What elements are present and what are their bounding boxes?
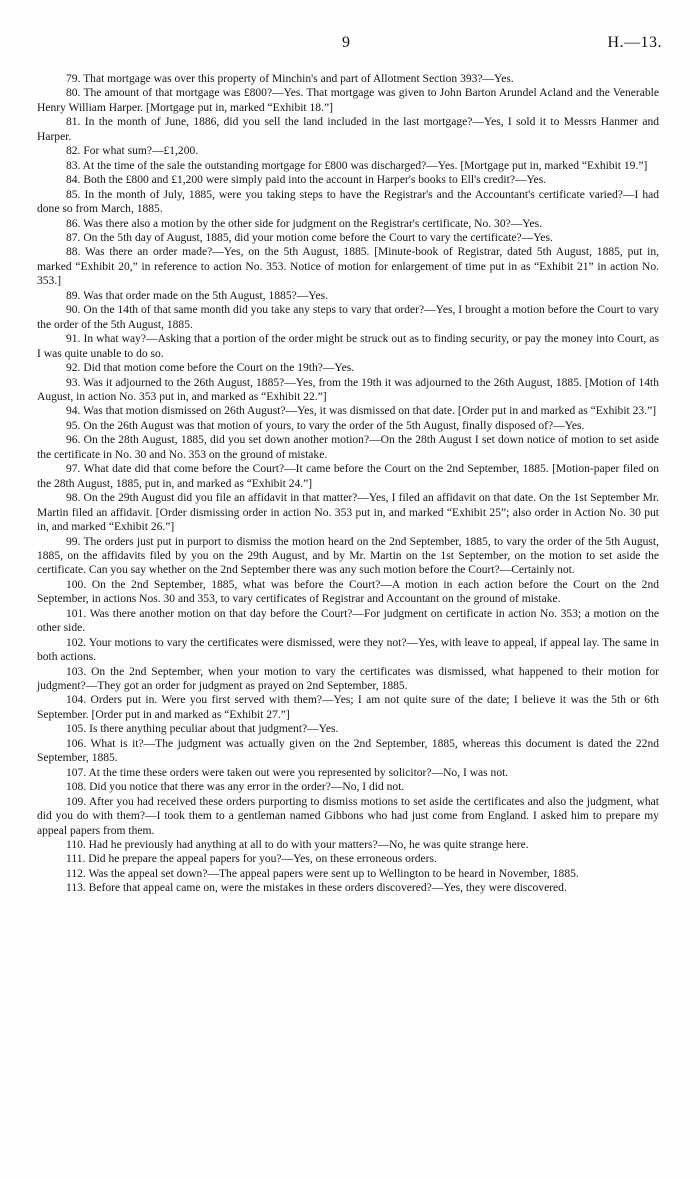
question-paragraph: 105. Is there anything peculiar about that judgment?—Yes. — [66, 723, 339, 736]
question-paragraph: 113. Before that appeal came on, were the mistakes in these orders discovered?—Yes, they were discovered. — [66, 882, 567, 895]
question-paragraph: 89. Was that order made on the 5th August, 1885?—Yes. — [66, 289, 328, 302]
question-paragraph: 111. Did he prepare the appeal papers for you?—Yes, on these erroneous orders. — [66, 853, 437, 866]
question-paragraph: 103. On the 2nd September, when your motion to vary the certificates was dismissed, what happened to their motion for judgment?—They got an order for judgment as prayed on 2nd September, 1885. — [37, 665, 659, 693]
question-paragraph: 87. On the 5th day of August, 1885, did your motion come before the Court to vary the certificate?—Yes. — [66, 231, 553, 244]
question-paragraph: 100. On the 2nd September, 1885, what was before the Court?—A motion in each action before the Court on the 2nd September, in actions Nos. 30 and 353, to vary certificates of Registrar and Accountant on the ground of mistake. — [37, 578, 659, 606]
question-paragraph: 81. In the month of June, 1886, did you sell the land included in the last mortgage?—Yes, I sold it to Messrs Hanmer and Harper. — [37, 116, 659, 143]
question-paragraph: 85. In the month of July, 1885, were you taking steps to have the Registrar's and the Accountant's certificate varied?—I had done so from March, 1885. — [37, 188, 659, 216]
question-paragraph: 99. The orders just put in purport to dismiss the motion heard on the 2nd September, 1885, to vary the order of the 5th August, 1885, on the affidavits filed by you on the 29th August, and by Mr. Martin on the 1st September, on the motion to set aside the certificate. Can you say whether on the 2nd September there was any such motion before the Court?—Certainly not. — [37, 535, 659, 577]
question-paragraph: 98. On the 29th August did you file an affidavit in that matter?—Yes, I filed an affidavit on that date. On the 1st September Mr. Martin filed an affidavit. [Order dismissing order in action No. 353 put in, and marked “Exhibit 25”; also order in Action No. 30 put in, and marked “Exhibit 26.”] — [37, 492, 659, 534]
question-paragraph: 101. Was there another motion on that day before the Court?—For judgment on certificate in action No. 353; a motion on the other side. — [37, 607, 659, 635]
question-paragraph: 80. The amount of that mortgage was £800?—Yes. That mortgage was given to John Barton Arundel Acland and the Venerable Henry William Harper. [Mortgage put in, marked “Exhibit 18.”] — [37, 87, 659, 114]
document-body — [37, 72, 659, 896]
question-paragraph: 93. Was it adjourned to the 26th August, 1885?—Yes, from the 19th it was adjourned to the 26th August, 1885. [Motion of 14th August, in action No. 353 put in, and marked as “Exhibit 22.”] — [37, 376, 659, 403]
question-paragraph: 94. Was that motion dismissed on 26th August?—Yes, it was dismissed on that date. [Order put in and marked as “Exhibit 23.”] — [66, 405, 657, 418]
question-paragraph: 90. On the 14th of that same month did you take any steps to vary that order?—Yes, I brought a motion before the Court to vary the order of the 5th August, 1885. — [37, 304, 659, 331]
question-paragraph: 95. On the 26th August was that motion of yours, to vary the order of the 5th August, finally disposed of?—Yes. — [66, 419, 585, 432]
question-paragraph: 107. At the time these orders were taken out were you represented by solicitor?—No, I was not. — [66, 766, 509, 779]
question-paragraph: 104. Orders put in. Were you first served with them?—Yes; I am not quite sure of the date; I believe it was the 5th or 6th September. [Order put in and marked as “Exhibit 27.”] — [37, 694, 659, 721]
question-paragraph: 83. At the time of the sale the outstanding mortgage for £800 was discharged?—Yes. [Mortgage put in, marked “Exhibit 19.”] — [66, 159, 648, 172]
question-paragraph: 110. Had he previously had anything at all to do with your matters?—No, he was quite strange here. — [66, 839, 529, 852]
question-paragraph: 96. On the 28th August, 1885, did you set down another motion?—On the 28th August I set down notice of motion to set aside the certificate in No. 30 and No. 353 on the ground of mistake. — [37, 434, 659, 461]
question-paragraph: 97. What date did that come before the Court?—It came before the Court on the 2nd September, 1885. [Motion-paper filed on the 28th August, 1885, put in, and marked as “Exhibit 24.”] — [37, 463, 659, 490]
question-paragraph: 79. That mortgage was over this property of Minchin's and part of Allotment Section 393?—Yes. — [66, 73, 514, 85]
question-paragraph: 88. Was there an order made?—Yes, on the 5th August, 1885. [Minute-book of Registrar, dated 5th August, 1885, put in, marked “Exhibit 20,” in reference to action No. 353. Notice of motion for enlargement of time put in as “Exhibit 21” in action No. 353.] — [37, 246, 659, 288]
question-paragraph: 84. Both the £800 and £1,200 were simply paid into the account in Harper's books to Ell's credit?—Yes. — [66, 174, 547, 187]
question-paragraph: 91. In what way?—Asking that a portion of the order might be struck out as to finding security, or pay the money into Court, as I was quite unable to do so. — [37, 333, 659, 360]
page-header — [0, 34, 700, 54]
document-reference: H.—13. — [607, 34, 662, 51]
question-paragraph: 82. For what sum?—£1,200. — [66, 145, 199, 158]
question-paragraph: 109. After you had received these orders purporting to dismiss motions to set aside the certificates and also the judgment, what did you do with them?—I took them to a gentleman named Gibbons who had just come from England. I asked him to prepare my appeal papers from them. — [37, 795, 659, 837]
question-paragraph: 112. Was the appeal set down?—The appeal papers were sent up to Wellington to be heard in November, 1885. — [66, 867, 579, 880]
question-paragraph: 86. Was there also a motion by the other side for judgment on the Registrar's certificate, No. 30?—Yes. — [66, 217, 542, 230]
question-paragraph: 108. Did you notice that there was any error in the order?—No, I did not. — [66, 781, 405, 794]
question-paragraph: 106. What is it?—The judgment was actually given on the 2nd September, 1885, whereas this document is dated the 22nd September, 1885. — [37, 737, 659, 765]
page-number: 9 — [342, 34, 350, 51]
question-paragraph: 102. Your motions to vary the certificates were dismissed, were they not?—Yes, with leave to appeal, if appeal lay. The same in both actions. — [37, 636, 659, 664]
question-paragraph: 92. Did that motion come before the Court on the 19th?—Yes. — [66, 362, 355, 375]
